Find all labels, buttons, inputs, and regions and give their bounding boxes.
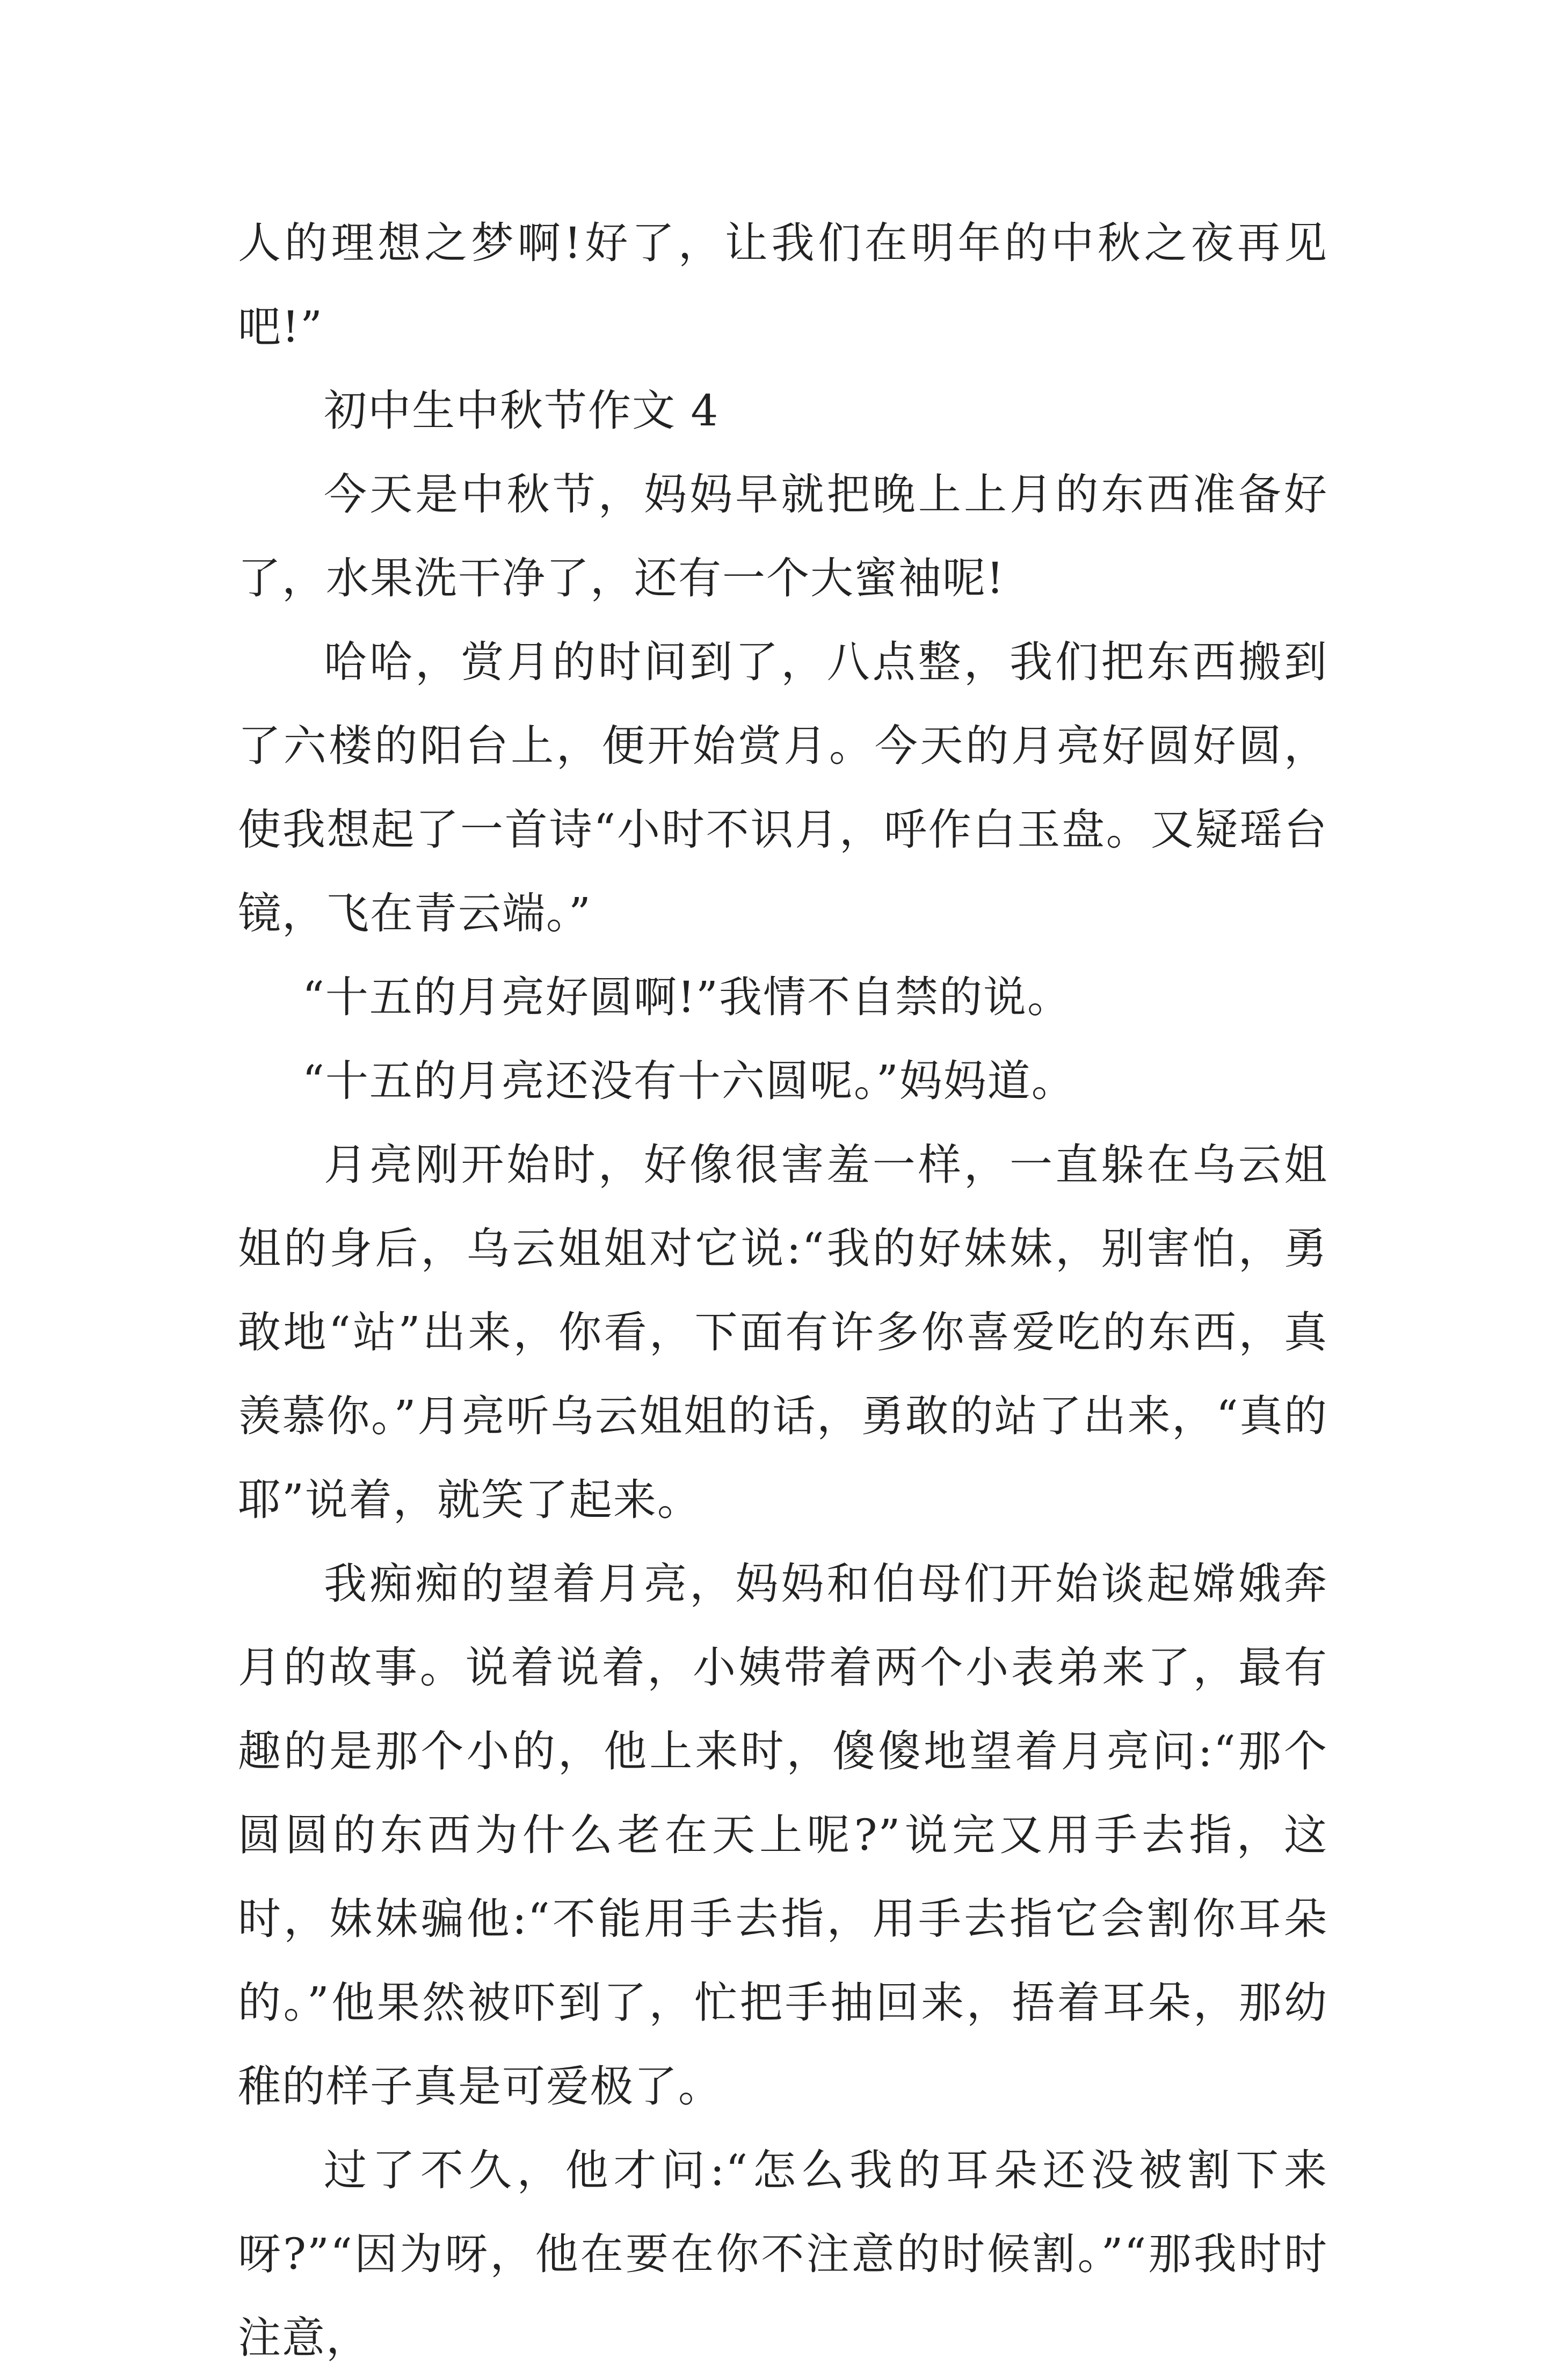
paragraph: 我痴痴的望着月亮，妈妈和伯母们开始谈起嫦娥奔月的故事。说着说着，小姨带着两个小表弟来了，最有趣的是那个小的，他上来时，傻傻地望着月亮问:“那个圆圆的东西为什么老在天上呢?”说完又用手去指，这时，妹妹骗他:“不能用手去指，用手去指它会割你耳朵的。”他果然被吓到了，忙把手抽回来，捂着耳朵，那幼稚的样子真是可爱极了。: [238, 1559, 1328, 2111]
dialogue-paragraph: “十五的月亮还没有十六圆呢。”妈妈道。: [302, 1056, 1076, 1106]
paragraph: 哈哈，赏月的时间到了，八点整，我们把东西搬到了六楼的阳台上，便开始赏月。今天的月亮好圆好圆，使我想起了一首诗“小时不识月，呼作白玉盘。又疑瑶台镜，飞在青云端。”: [238, 637, 1328, 938]
paragraph: 过了不久，他才问:“怎么我的耳朵还没被割下来呀?”“因为呀，他在要在你不注意的时候割。”“那我时时注意，: [238, 2145, 1328, 2363]
paragraph: 今天是中秋节，妈妈早就把晚上上月的东西准备好了，水果洗干净了，还有一个大蜜袖呢!: [238, 469, 1328, 603]
paragraph: 月亮刚开始时，好像很害羞一样，一直躲在乌云姐姐的身后，乌云姐姐对它说:“我的好妹妹，别害怕，勇敢地“站”出来，你看，下面有许多你喜爱吃的东西，真羡慕你。”月亮听乌云姐姐的话，勇敢的站了出来，“真的耶”说着，就笑了起来。: [238, 1140, 1328, 1525]
paragraph-continuation: 人的理想之梦啊!好了，让我们在明年的中秋之夜再见吧!”: [238, 218, 1328, 352]
essay-heading: 初中生中秋节作文 4: [324, 386, 720, 436]
dialogue-paragraph: “十五的月亮好圆啊!”我情不自禁的说。: [302, 972, 1071, 1022]
document-page: [238, 201, 1328, 2380]
